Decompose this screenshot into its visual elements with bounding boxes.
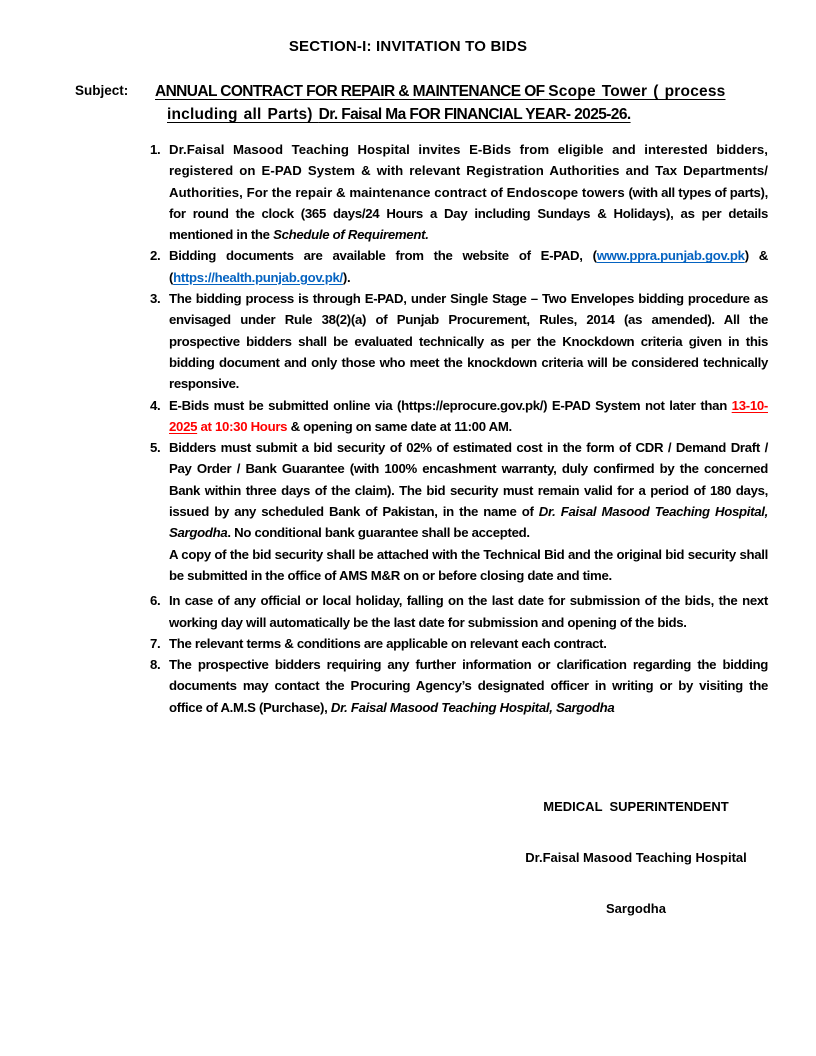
signature-org: Dr.Faisal Masood Teaching Hospital: [525, 850, 747, 866]
hyperlink[interactable]: https://health.punjab.gov.pk/: [173, 269, 343, 285]
list-item-number: 8.: [150, 657, 161, 673]
list-item-5: [150, 437, 768, 586]
text-run: Bidders must submit a bid security of 02% of estimated cost in the form of CDR / Demand Draft / Pay Order / Bank Guarantee (with 100% encashment warranty, duly confirmed by the concerned Bank within three days of the claim). The bid security must remain valid for a period of 180 days, issued by any scheduled Bank of Pakistan, in the name of: [169, 440, 768, 520]
text-run: ) & (: [169, 248, 769, 285]
hyperlink[interactable]: www.ppra.punjab.gov.pk: [596, 248, 745, 264]
page-title: SECTION-I: INVITATION TO BIDS: [288, 38, 528, 55]
text-run: & opening on same date at 11:00 AM.: [287, 418, 512, 434]
list-item-2: [150, 245, 768, 288]
list-item-body: [169, 288, 768, 394]
text-run: Schedule of Requirement.: [273, 227, 429, 243]
paragraph: [169, 139, 768, 245]
list-item-body: [169, 139, 768, 245]
list-item-number: 4.: [150, 397, 161, 413]
list-item-body: [169, 633, 768, 654]
text-run: at 10:30 Hours: [197, 418, 288, 434]
list-item-1: [150, 139, 768, 245]
list-item-number: 7.: [150, 635, 161, 651]
text-run: The prospective bidders requiring any further information or clarification regarding the bidding documents may contact the Procuring Agency’s designated officer in writing or by visiting the office of A.M.S (Purchase),: [169, 657, 768, 715]
subject-block: [75, 80, 816, 126]
list-item-number: 3.: [150, 291, 161, 307]
text-run: The relevant terms & conditions are applicable on relevant each contract.: [169, 635, 607, 651]
paragraph-continuation: [169, 544, 768, 587]
signature-block: [486, 764, 786, 951]
list-item-number: 2.: [150, 248, 161, 264]
list-item-body: [169, 654, 768, 718]
paragraph: [169, 245, 768, 288]
list-item-7: [150, 633, 768, 654]
list-item-body: [169, 245, 768, 288]
paragraph: [169, 654, 768, 718]
subject-run: including all Parts): [167, 106, 319, 123]
numbered-list: [150, 139, 768, 718]
list-item-6: [150, 590, 768, 633]
text-run: The bidding process is through E-PAD, under Single Stage – Two Envelopes bidding procedure as envisaged under Rule 38(2)(a) of Punjab Procurement, Rules, 2014 (as amended). All the prospective bidders shall be evaluated technically as per the Knockdown criteria given in this bidding document and only those who meet the knockdown criteria will be considered technically responsive.: [169, 291, 768, 392]
text-run: Dr. Faisal Masood Teaching Hospital, Sargodha: [330, 699, 615, 715]
paragraph: [169, 395, 768, 438]
list-item-4: [150, 395, 768, 438]
signature-city: Sargodha: [606, 901, 666, 917]
paragraph: [169, 437, 768, 543]
list-item-body: [169, 437, 768, 586]
list-item-number: 5.: [150, 440, 161, 456]
subject-run: ANNUAL CONTRACT FOR REPAIR & MAINTENANCE OF: [155, 83, 549, 100]
subject-run: Dr. Faisal Ma FOR FINANCIAL YEAR- 2025-26.: [318, 106, 631, 123]
list-item-8: [150, 654, 768, 718]
paragraph: [169, 590, 768, 633]
paragraph: [169, 288, 768, 394]
text-run: 13-10-2025: [169, 397, 768, 434]
text-run: In case of any official or local holiday, falling on the last date for submission of the bids, the next working day will automatically be the last date for submission and opening of the bids.: [169, 593, 768, 630]
list-item-number: 1.: [150, 142, 161, 157]
list-item-body: [169, 395, 768, 438]
list-item-3: [150, 288, 768, 394]
text-run: A copy of the bid security shall be attached with the Technical Bid and the original bid security shall be submitted in the office of AMS M&R on or before closing date and time.: [169, 546, 768, 583]
signature-title: MEDICAL SUPERINTENDENT: [543, 799, 729, 815]
text-run: . No conditional bank guarantee shall be accepted.: [227, 525, 530, 541]
list-item-body: [169, 590, 768, 633]
text-run: Dr.Faisal Masood Teaching Hospital invites E-Bids from eligible and interested bidders, registered on E-PAD System & with relevant Registration Authorities and Tax Departments/ Authorities, For the repair & maintenance contract of Endoscope towers: [169, 142, 768, 200]
subject-label: Subject:: [75, 83, 129, 98]
text-run: Bidding documents are available from the website of E-PAD, (: [169, 248, 597, 264]
list-item-number: 6.: [150, 593, 161, 609]
text-run: Dr. Faisal Masood Teaching Hospital, Sargodha: [169, 504, 768, 541]
subject-run: Scope Tower ( process: [548, 83, 726, 100]
text-run: E-Bids must be submitted online via (https://eprocure.gov.pk/) E-PAD System not later than: [169, 397, 732, 413]
subject-text: [155, 80, 773, 126]
text-run: ).: [342, 269, 351, 285]
subject-line-1: [155, 80, 773, 103]
subject-line-2: [155, 103, 773, 126]
paragraph: [169, 633, 768, 654]
text-run: (with all types of parts), for round the clock (365 days/24 Hours a Day including Sundays & Holidays), as per details mentioned in the: [169, 184, 768, 243]
